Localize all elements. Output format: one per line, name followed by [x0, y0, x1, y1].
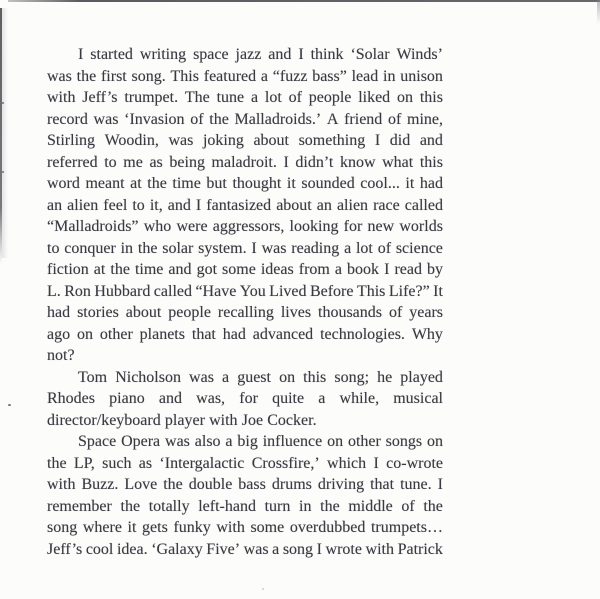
word: worlds	[399, 218, 443, 235]
word: for	[239, 390, 258, 407]
word: played	[400, 368, 443, 386]
word: a	[272, 540, 280, 558]
word: which	[327, 454, 367, 472]
word: ‘Galaxy	[151, 540, 203, 558]
word: double	[188, 476, 233, 493]
scan-speck	[2, 102, 4, 104]
word: on	[426, 433, 443, 450]
word: of	[288, 89, 302, 106]
word: I	[251, 239, 257, 257]
word: an	[47, 196, 63, 214]
word: from	[298, 261, 330, 278]
word: reading	[291, 239, 340, 257]
word: director/keyboard	[47, 411, 161, 429]
paragraph	[47, 44, 443, 367]
word: Patrick	[397, 540, 443, 558]
word: liked	[358, 89, 391, 106]
word: Nicholson	[115, 368, 181, 386]
word: also	[194, 433, 221, 450]
word: feel	[103, 196, 128, 214]
word: It	[433, 282, 443, 300]
word: featured	[203, 67, 257, 85]
word: space	[193, 46, 229, 63]
word: time	[172, 175, 201, 192]
word: a	[260, 67, 269, 85]
word: to	[47, 239, 60, 257]
word: Before	[309, 282, 354, 300]
word: I	[298, 46, 304, 63]
word: song.	[131, 67, 166, 85]
text-line	[47, 216, 443, 238]
word: what	[382, 153, 414, 171]
word: Woodin,	[104, 132, 159, 149]
word: about	[276, 196, 312, 214]
text-line	[47, 367, 443, 389]
word: lot	[355, 239, 373, 257]
word: thought	[232, 175, 282, 192]
word: solar	[162, 239, 194, 257]
word: Buzz.	[81, 476, 119, 493]
word: bass”	[312, 67, 347, 85]
word: Cocker.	[267, 411, 317, 429]
word: this	[419, 89, 443, 106]
word: but	[206, 175, 227, 192]
word: This	[356, 282, 386, 300]
text-line	[47, 238, 443, 260]
word: Jeff’s	[47, 540, 83, 558]
word: was	[93, 110, 119, 128]
word: A	[326, 110, 339, 128]
scan-speck	[8, 404, 11, 406]
text-line	[47, 109, 443, 131]
word: the	[47, 454, 67, 472]
word: Crossfire,’	[251, 454, 320, 472]
word: driving	[317, 476, 365, 493]
text-line	[47, 474, 443, 496]
word: on	[279, 368, 296, 386]
word: in	[299, 497, 312, 515]
word: bass	[238, 476, 266, 493]
word: referred	[47, 153, 98, 171]
word: know	[339, 153, 376, 171]
word: friend	[344, 110, 383, 128]
word: joking	[202, 132, 244, 149]
word: musical	[393, 390, 443, 407]
word: ago	[47, 325, 71, 343]
word: did	[389, 132, 411, 149]
word: was	[189, 368, 214, 386]
word: Joe	[241, 411, 264, 429]
word: with	[47, 89, 76, 106]
word: and	[268, 46, 292, 63]
word: song;	[334, 368, 370, 386]
word: I	[384, 261, 390, 278]
word: influence	[262, 433, 323, 450]
text-line	[47, 130, 443, 152]
word: sounded	[301, 175, 355, 192]
word: “Have	[195, 282, 237, 300]
word: tune.	[400, 476, 432, 493]
word: lead	[351, 67, 379, 85]
word: middle	[348, 497, 393, 515]
word: as	[138, 454, 153, 472]
word: aggressors,	[212, 218, 285, 235]
word: was,	[196, 390, 226, 407]
word: LP,	[73, 454, 95, 472]
word: at	[130, 175, 142, 192]
word: race	[373, 196, 400, 214]
word: Love	[124, 476, 158, 493]
word: for	[343, 218, 363, 235]
word: I	[283, 153, 289, 171]
text-line	[47, 66, 443, 88]
word: and	[419, 132, 443, 149]
word: on	[327, 433, 344, 450]
word: the	[137, 239, 158, 257]
word: the	[120, 497, 141, 515]
word: the	[209, 110, 229, 128]
word: Jeff’s	[82, 89, 118, 106]
word: Ron	[64, 282, 91, 300]
word: of	[190, 110, 204, 128]
word: This	[170, 67, 199, 85]
word: time	[134, 261, 164, 278]
word: You	[239, 282, 266, 300]
text-line	[47, 259, 443, 281]
word: lot	[264, 89, 282, 106]
word: Lived	[269, 282, 307, 300]
word: was	[165, 433, 190, 450]
word: I	[374, 132, 381, 149]
paragraph	[47, 431, 443, 560]
word: some	[250, 519, 285, 536]
word: this	[303, 368, 327, 386]
word: Malladroids.’	[234, 110, 322, 128]
word: the	[110, 261, 130, 278]
word: totally	[148, 497, 190, 515]
word: “Malladroids”	[47, 218, 139, 235]
word: cool	[85, 540, 114, 558]
text-line	[47, 152, 443, 174]
word: in	[120, 239, 134, 257]
word: being	[169, 153, 205, 171]
word: I	[437, 476, 443, 493]
word: with	[209, 411, 238, 429]
word: turn	[264, 497, 291, 515]
word: remember	[47, 497, 112, 515]
word: a	[334, 261, 343, 278]
word: of	[388, 304, 403, 321]
word: of	[377, 239, 392, 257]
word: an	[316, 196, 332, 214]
word: I	[78, 46, 84, 63]
word: it	[127, 519, 137, 536]
word: maladroit.	[211, 153, 277, 171]
text-line	[47, 388, 443, 410]
word: song	[282, 540, 314, 558]
word: trumpets…	[370, 519, 443, 536]
word: Hubbard	[94, 282, 151, 300]
word: and	[168, 261, 192, 278]
word: with	[365, 540, 394, 558]
word: L.	[47, 282, 61, 300]
text-line	[47, 302, 443, 324]
text-line	[47, 431, 443, 453]
word: ‘Intergalactic	[159, 454, 245, 472]
word: trumpet.	[124, 89, 179, 106]
word: song	[47, 519, 78, 536]
word: read	[394, 261, 422, 278]
word: overdubbed	[289, 519, 366, 536]
scan-edge-top	[8, 0, 600, 2]
word: had	[222, 325, 246, 343]
word: where	[82, 519, 122, 536]
word: by	[427, 261, 443, 278]
word: about	[253, 132, 289, 149]
word: that	[191, 325, 216, 343]
word: word	[47, 175, 80, 192]
word: the	[163, 476, 183, 493]
word: jazz	[235, 46, 262, 63]
word: people	[168, 304, 211, 321]
word: planets	[139, 325, 185, 343]
word: co-wrote	[386, 454, 443, 472]
word: Five’	[206, 540, 241, 558]
word: in	[383, 67, 396, 85]
word: cool...	[360, 175, 400, 192]
word: thousands	[318, 304, 382, 321]
word: on	[77, 325, 93, 343]
word: the	[320, 497, 340, 515]
text-line	[47, 173, 443, 195]
text-line	[47, 345, 443, 367]
word: mine,	[407, 110, 443, 128]
word: ‘Solar	[350, 46, 390, 63]
word: Tom	[78, 368, 108, 386]
word: lives	[280, 304, 312, 321]
word: it	[405, 175, 415, 192]
word: meant	[85, 175, 125, 192]
word: he	[377, 368, 393, 386]
word: gets	[142, 519, 168, 536]
word: called	[153, 282, 192, 300]
word: about	[125, 304, 162, 321]
word: was	[261, 239, 287, 257]
word: at	[93, 261, 106, 278]
word: who	[143, 218, 172, 235]
word: book	[347, 261, 380, 278]
word: Space	[78, 433, 117, 450]
word: system.	[198, 239, 247, 257]
word: I	[195, 196, 202, 214]
word: I	[373, 454, 379, 472]
text-line	[47, 44, 443, 66]
text-line	[47, 324, 443, 346]
word: other	[99, 325, 133, 343]
text-block	[47, 44, 443, 560]
word: with	[216, 519, 245, 536]
word: while,	[339, 390, 380, 407]
word: the	[76, 67, 97, 85]
word: The	[184, 89, 210, 106]
word: Opera	[121, 433, 161, 450]
word: science	[395, 239, 443, 257]
word: to	[104, 153, 117, 171]
word: was	[47, 67, 72, 85]
word: a	[222, 368, 230, 386]
text-line	[47, 517, 443, 539]
word: Life?”	[388, 282, 430, 300]
word: Winds’	[396, 46, 443, 63]
word: this	[419, 153, 443, 171]
text-line	[47, 410, 443, 432]
word: to	[132, 196, 145, 214]
text-line	[47, 496, 443, 518]
word: piano	[109, 390, 145, 407]
word: years	[409, 304, 443, 321]
word: fantasized	[206, 196, 272, 214]
word: I	[316, 540, 322, 558]
word: alien	[336, 196, 369, 214]
word: was	[168, 132, 194, 149]
word: had	[47, 304, 71, 321]
word: me	[123, 153, 143, 171]
word: tune	[216, 89, 245, 106]
word: was	[243, 540, 269, 558]
word: and	[167, 196, 191, 214]
word: Stirling	[47, 132, 96, 149]
word: ideas	[260, 261, 294, 278]
word: the	[147, 175, 167, 192]
word: people	[308, 89, 352, 106]
word: something	[298, 132, 366, 149]
word: it,	[149, 196, 163, 214]
word: it	[286, 175, 296, 192]
word: wrote	[325, 540, 362, 558]
word: think	[310, 46, 344, 63]
word: started	[90, 46, 133, 63]
scan-edge-left-shadow	[2, 8, 8, 258]
word: a	[318, 390, 326, 407]
word: got	[196, 261, 218, 278]
text-line	[47, 453, 443, 475]
word: not?	[47, 347, 75, 364]
text-line	[47, 87, 443, 109]
word: of	[401, 497, 415, 515]
word: guest	[237, 368, 271, 386]
word: conquer	[64, 239, 116, 257]
word: the	[423, 497, 443, 515]
word: idea.	[116, 540, 148, 558]
word: technologies.	[320, 325, 405, 343]
word: stories	[77, 304, 119, 321]
word: Rhodes	[47, 390, 95, 407]
word: were	[176, 218, 208, 235]
word: funky	[173, 519, 211, 536]
word: looking	[289, 218, 339, 235]
word: on	[397, 89, 413, 106]
word: some	[222, 261, 256, 278]
word: as	[149, 153, 163, 171]
text-line	[47, 539, 443, 561]
word: player	[164, 411, 205, 429]
text-line	[47, 195, 443, 217]
word: alien	[67, 196, 99, 214]
word: big	[237, 433, 258, 450]
word: called	[404, 196, 443, 214]
word: had	[419, 175, 443, 192]
word: a	[225, 433, 233, 450]
word: didn’t	[295, 153, 334, 171]
word: unison	[400, 67, 443, 85]
word: other	[347, 433, 381, 450]
word: record	[47, 110, 88, 128]
word: advanced	[252, 325, 314, 343]
word: that	[370, 476, 395, 493]
text-line	[47, 281, 443, 303]
word: such	[102, 454, 132, 472]
word: new	[367, 218, 395, 235]
word: left-hand	[198, 497, 256, 515]
word: with	[47, 476, 76, 493]
word: quite	[272, 390, 305, 407]
word: a	[344, 239, 352, 257]
scan-speck	[2, 171, 4, 173]
word: drums	[271, 476, 312, 493]
word: of	[387, 110, 402, 128]
word: and	[158, 390, 182, 407]
scan-speck	[262, 588, 264, 590]
word: “fuzz	[272, 67, 308, 85]
word: songs	[385, 433, 423, 450]
word: first	[100, 67, 127, 85]
word: ‘Invasion	[124, 110, 185, 128]
word: Why	[411, 325, 443, 343]
word: a	[250, 89, 259, 106]
word: writing	[139, 46, 187, 63]
word: recalling	[217, 304, 274, 321]
paragraph	[47, 367, 443, 432]
word: fiction	[47, 261, 89, 278]
